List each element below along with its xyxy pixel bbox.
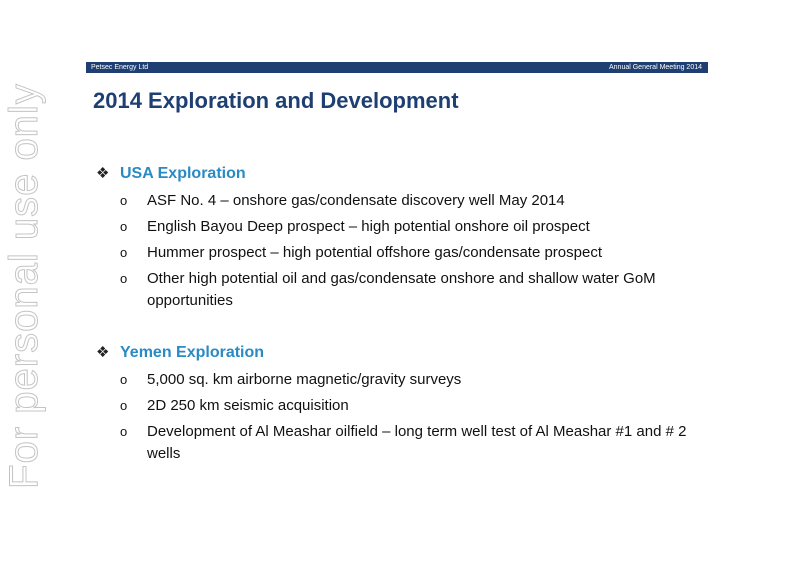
bullet-text: Other high potential oil and gas/condensate onshore and shallow water GoM opportunities <box>147 270 656 309</box>
section-yemen-exploration <box>96 341 716 465</box>
list-item <box>96 216 716 242</box>
header-bar <box>86 62 708 73</box>
bullet-text: 5,000 sq. km airborne magnetic/gravity surveys <box>147 371 462 388</box>
bullet-list <box>96 369 716 465</box>
list-item <box>96 369 716 395</box>
hollow-circle-bullet-icon: o <box>120 219 128 234</box>
watermark-text: For personal use only <box>2 83 46 489</box>
hollow-circle-bullet-icon: o <box>120 245 128 260</box>
section-heading <box>96 162 716 186</box>
list-item <box>96 242 716 268</box>
section-title: Yemen Exploration <box>120 344 265 361</box>
list-item <box>96 421 716 465</box>
hollow-circle-bullet-icon: o <box>120 193 128 208</box>
diamond-bullet-icon: ❖ <box>96 344 110 361</box>
diamond-bullet-icon: ❖ <box>96 165 110 182</box>
meeting-name: Annual General Meeting 2014 <box>608 64 702 71</box>
hollow-circle-bullet-icon: o <box>120 424 128 439</box>
list-item <box>96 190 716 216</box>
list-item <box>96 268 716 312</box>
bullet-text: Hummer prospect – high potential offshore gas/condensate prospect <box>147 244 602 261</box>
company-name: Petsec Energy Ltd <box>91 64 149 71</box>
slide-title: 2014 Exploration and Development <box>93 88 459 113</box>
bullet-text: English Bayou Deep prospect – high potential onshore oil prospect <box>147 218 590 235</box>
section-title: USA Exploration <box>120 165 246 182</box>
section-heading <box>96 341 716 365</box>
hollow-circle-bullet-icon: o <box>120 271 128 286</box>
bullet-text: Development of Al Meashar oilfield – long term well test of Al Meashar #1 and # 2 wells <box>147 423 687 462</box>
hollow-circle-bullet-icon: o <box>120 398 128 413</box>
list-item <box>96 395 716 421</box>
bullet-list <box>96 190 716 312</box>
bullet-text: 2D 250 km seismic acquisition <box>147 397 349 414</box>
section-usa-exploration <box>96 162 716 312</box>
hollow-circle-bullet-icon: o <box>120 372 128 387</box>
bullet-text: ASF No. 4 – onshore gas/condensate discovery well May 2014 <box>147 192 565 209</box>
